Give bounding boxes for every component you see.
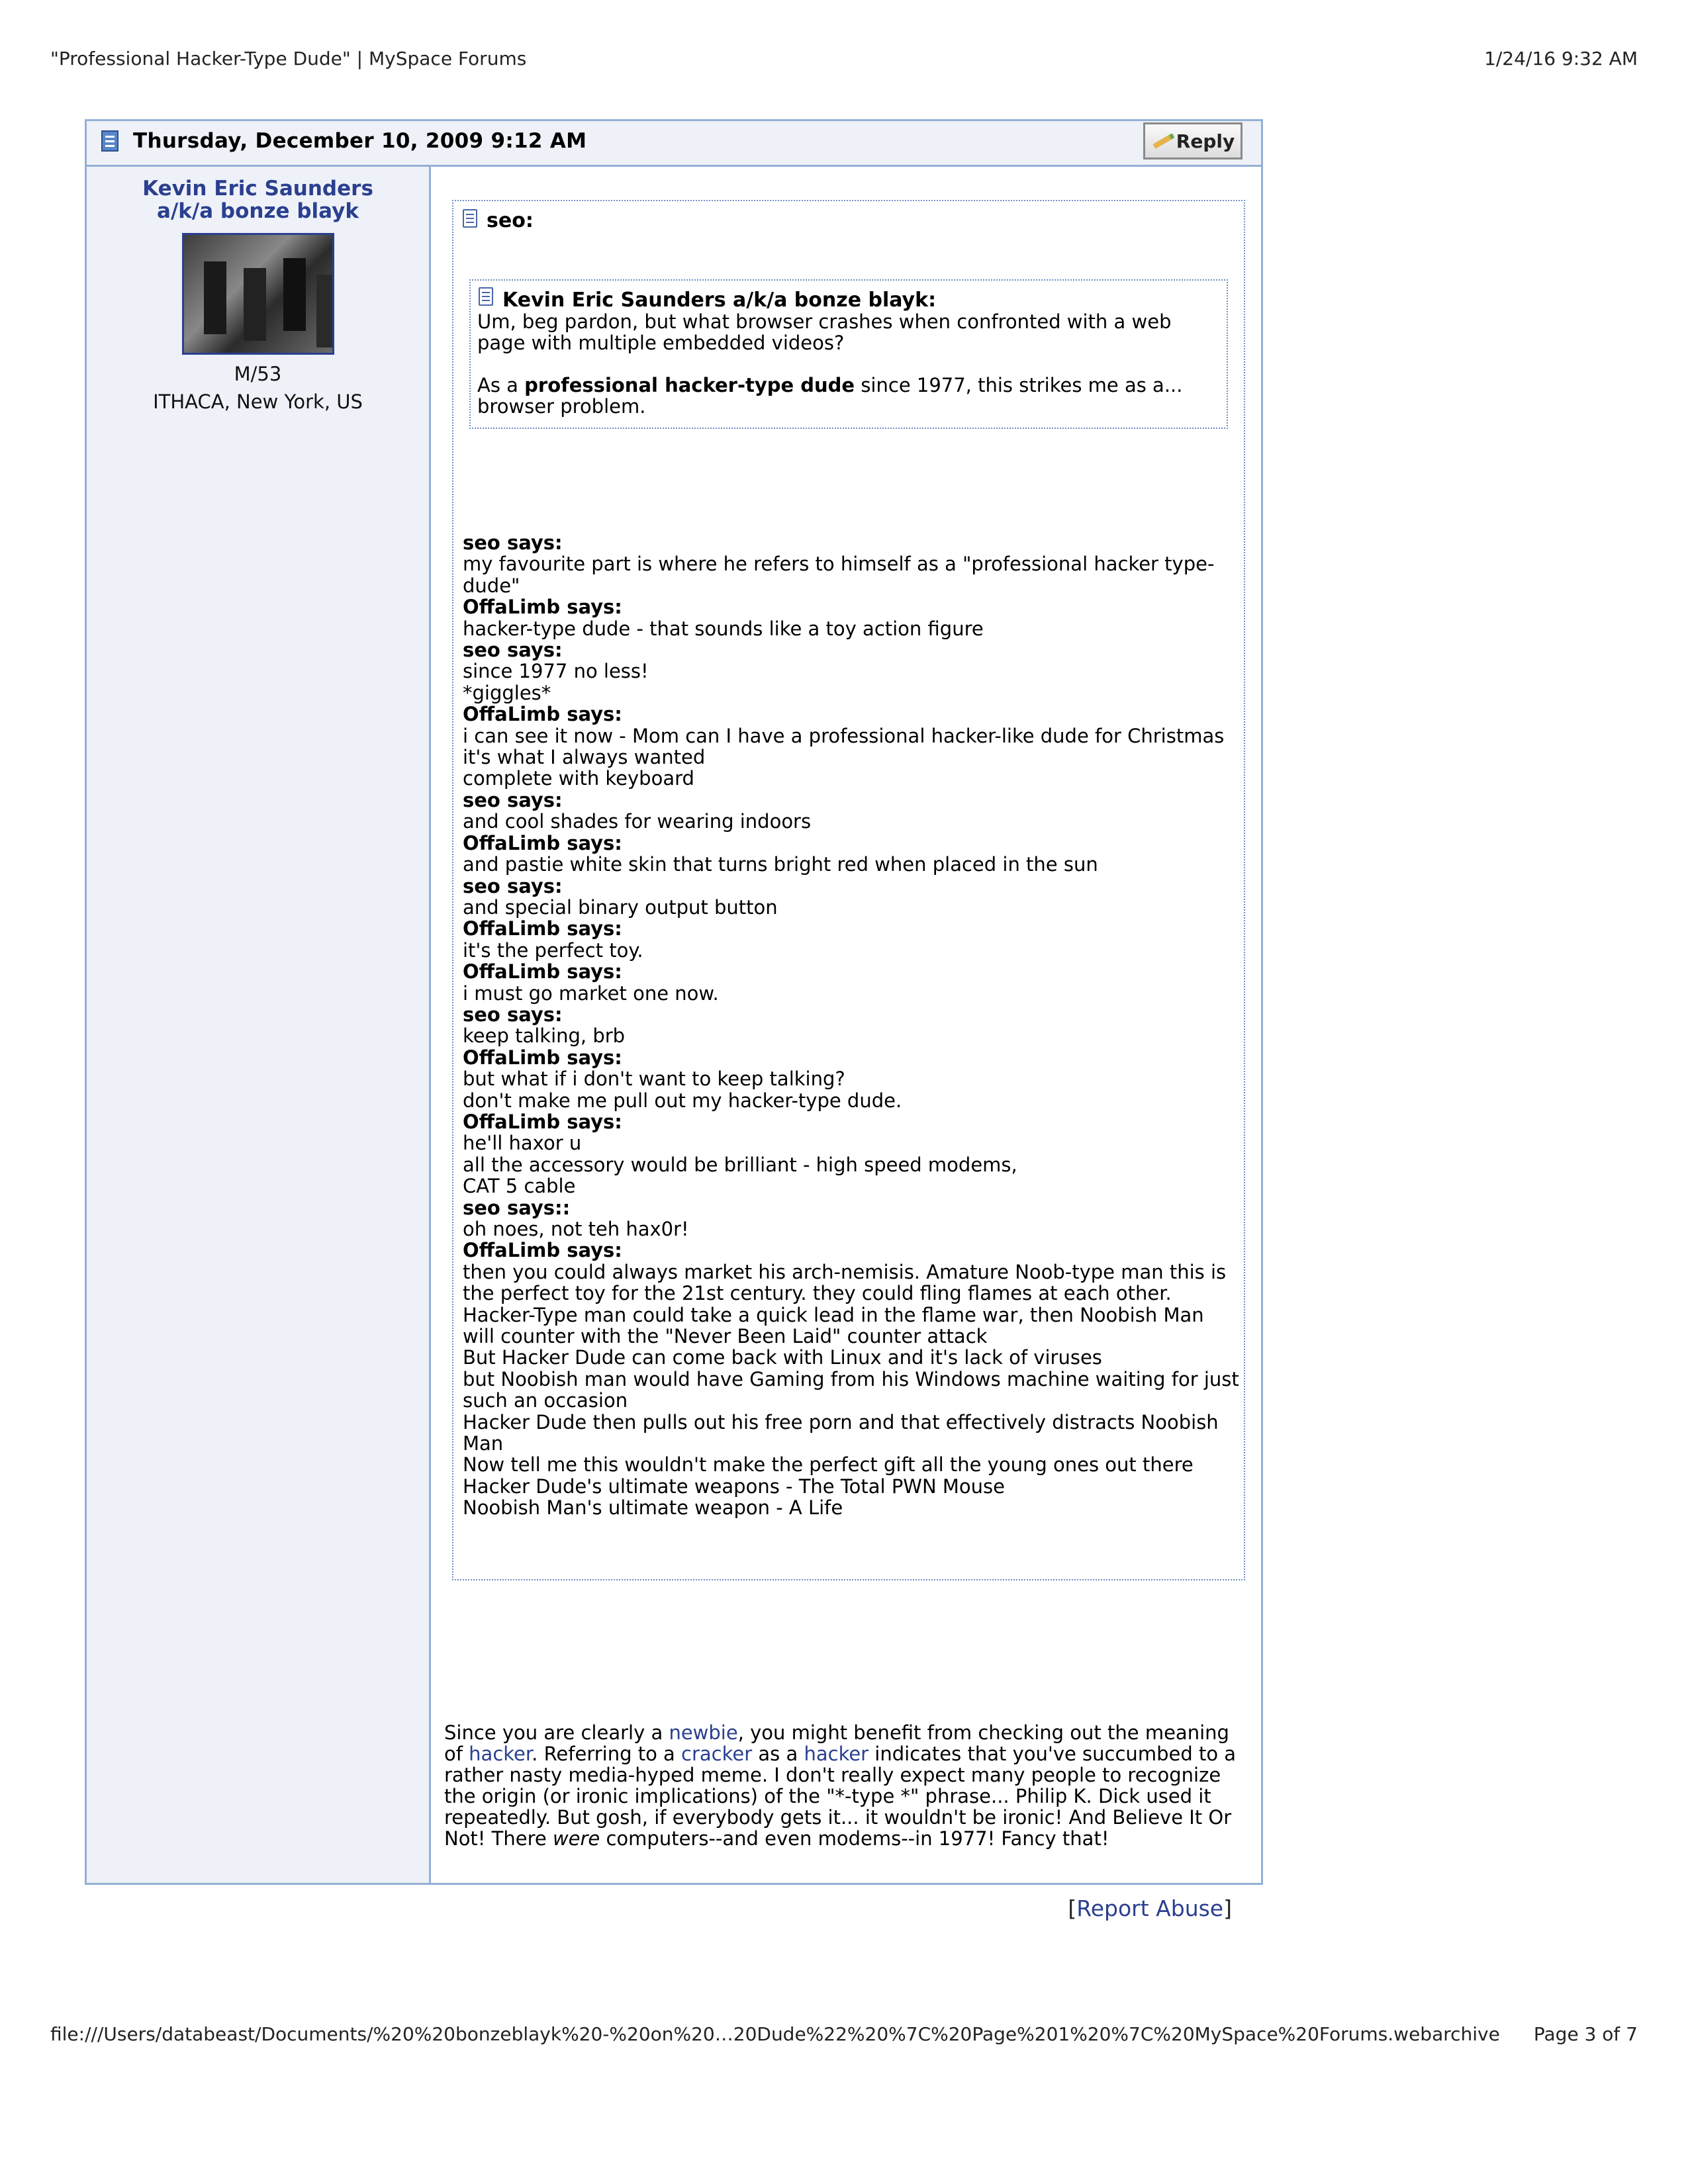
chat-speaker: OffaLimb says: bbox=[463, 703, 622, 726]
chat-speaker: OffaLimb says: bbox=[463, 831, 622, 854]
chat-line: complete with keyboard bbox=[463, 767, 694, 790]
reply-text-1: Since you are clearly a bbox=[444, 1721, 669, 1744]
reply-text-2: , you might benefit from checking out the meaning of bbox=[444, 1721, 1229, 1765]
author-gender-age: M/53 bbox=[234, 363, 282, 385]
nested-quote-body bbox=[477, 311, 1213, 417]
chat-line: and pastie white skin that turns bright red when placed in the sun bbox=[463, 853, 1098, 876]
chat-line: it's what I always wanted bbox=[463, 746, 706, 769]
post-header bbox=[87, 121, 1261, 167]
chat-line: then you could always market his arch-nemisis. Amature Noob-type man this is the perfect toy for the 21st century. they could fling flames at each other. bbox=[463, 1260, 1227, 1305]
report-bracket-open: [ bbox=[1068, 1895, 1077, 1921]
author-location: ITHACA, New York, US bbox=[153, 390, 363, 413]
author-name-line2: a/k/a bonze blayk bbox=[157, 199, 359, 223]
chat-speaker: OffaLimb says: bbox=[463, 917, 622, 940]
chat-line: and special binary output button bbox=[463, 895, 778, 919]
reply-text-6: computers--and even modems--in 1977! Fancy that! bbox=[600, 1827, 1109, 1850]
chat-line: *giggles* bbox=[463, 681, 551, 704]
chat-line: but Noobish man would have Gaming from his Windows machine waiting for just such an occasion bbox=[463, 1367, 1239, 1412]
quote-icon bbox=[479, 287, 493, 306]
para2-suffix: since 1977, this strikes me as a... browser problem. bbox=[477, 374, 1183, 418]
chat-line: since 1977 no less! bbox=[463, 660, 649, 683]
chat-line: all the accessory would be brilliant - high speed modems, bbox=[463, 1153, 1017, 1176]
post-content bbox=[431, 167, 1261, 1921]
chat-line: But Hacker Dude can come back with Linux and it's lack of viruses bbox=[463, 1346, 1102, 1369]
print-datetime: 1/24/16 9:32 AM bbox=[1484, 48, 1638, 69]
quote-block bbox=[452, 200, 1245, 1580]
chat-line: hacker-type dude - that sounds like a toy action figure bbox=[463, 617, 984, 640]
reply-text-5: indicates that you've succumbed to a rather nasty media-hyped meme. I don't really expect many people to recognize the origin (or ironic implications) of the "*-type *" phrase... Philip K. Dick used it repeatedly. But gosh, if everybody gets it... it wouldn't be ironic! And Believe It Or Not! There bbox=[444, 1743, 1237, 1850]
forum-post bbox=[85, 119, 1263, 1921]
chat-speaker: seo says:: bbox=[463, 1196, 571, 1219]
chat-line: i must go market one now. bbox=[463, 981, 719, 1005]
chat-line: don't make me pull out my hacker-type dude. bbox=[463, 1089, 902, 1112]
author-sidebar bbox=[87, 167, 431, 1883]
chat-line: Noobish Man's ultimate weapon - A Life bbox=[463, 1496, 843, 1520]
link-hacker[interactable]: hacker bbox=[469, 1743, 532, 1765]
reply-button[interactable] bbox=[1143, 122, 1243, 159]
quote-icon bbox=[463, 209, 477, 228]
post-document-icon bbox=[101, 130, 118, 152]
pencil-icon bbox=[1151, 136, 1172, 146]
link-cracker[interactable]: cracker bbox=[681, 1743, 753, 1765]
chat-log bbox=[463, 532, 1240, 1519]
para2-bold: professional hacker-type dude bbox=[524, 374, 855, 396]
reply-body bbox=[444, 1722, 1239, 1849]
chat-speaker: seo says: bbox=[463, 639, 563, 662]
chat-speaker: seo says: bbox=[463, 531, 563, 554]
chat-line: Hacker-Type man could take a quick lead in the flame war, then Noobish Man will counter with the "Never Been Laid" counter attack bbox=[463, 1303, 1204, 1348]
print-footer bbox=[50, 2023, 1638, 2045]
chat-speaker: OffaLimb says: bbox=[463, 1239, 622, 1262]
chat-line: CAT 5 cable bbox=[463, 1175, 576, 1198]
chat-line: he'll haxor u bbox=[463, 1132, 582, 1155]
nested-quote-title: Kevin Eric Saunders a/k/a bonze blayk: bbox=[502, 289, 937, 312]
print-title: "Professional Hacker-Type Dude" | MySpace Forums bbox=[50, 48, 527, 69]
chat-speaker: OffaLimb says: bbox=[463, 1046, 622, 1069]
nested-quote-para2 bbox=[477, 375, 1213, 417]
chat-line: my favourite part is where he refers to himself as a "professional hacker type-dude" bbox=[463, 553, 1215, 597]
chat-speaker: seo says: bbox=[463, 874, 563, 897]
chat-line: Hacker Dude's ultimate weapons - The Total PWN Mouse bbox=[463, 1475, 1005, 1498]
chat-speaker: OffaLimb says: bbox=[463, 1110, 622, 1133]
chat-line: but what if i don't want to keep talking? bbox=[463, 1068, 845, 1091]
chat-speaker: seo says: bbox=[463, 788, 563, 811]
reply-label: Reply bbox=[1176, 130, 1235, 152]
report-bracket-close: ] bbox=[1223, 1895, 1232, 1921]
chat-line: it's the perfect toy. bbox=[463, 938, 643, 962]
reply-text-4: as a bbox=[752, 1743, 804, 1765]
reply-italic-were: were bbox=[552, 1827, 600, 1850]
chat-speaker: OffaLimb says: bbox=[463, 960, 622, 983]
print-header bbox=[50, 48, 1638, 69]
avatar[interactable] bbox=[182, 233, 334, 355]
chat-line: keep talking, brb bbox=[463, 1024, 626, 1048]
chat-line: Hacker Dude then pulls out his free porn and that effectively distracts Noobish Man bbox=[463, 1410, 1219, 1455]
post-date: Thursday, December 10, 2009 9:12 AM bbox=[133, 129, 587, 153]
chat-line: i can see it now - Mom can I have a professional hacker-like dude for Christmas bbox=[463, 724, 1225, 747]
report-abuse-link[interactable]: Report Abuse bbox=[1076, 1895, 1224, 1921]
link-hacker-2[interactable]: hacker bbox=[804, 1743, 869, 1765]
author-meta bbox=[87, 360, 429, 416]
nested-quote-block bbox=[469, 279, 1228, 429]
author-name-line1: Kevin Eric Saunders bbox=[142, 177, 373, 201]
para2-prefix: As a bbox=[477, 374, 525, 396]
chat-line: oh noes, not teh hax0r! bbox=[463, 1218, 689, 1240]
link-newbie[interactable]: newbie bbox=[669, 1721, 738, 1744]
report-abuse bbox=[1068, 1895, 1232, 1921]
print-file-path: file:///Users/databeast/Documents/%20%20bonzeblayk%20-%20on%20…20Dude%22%20%7C%20Page%201%20%7C%20MySpace%20Forums.webarchive bbox=[50, 2023, 1500, 2045]
chat-line: and cool shades for wearing indoors bbox=[463, 810, 812, 833]
author-name-link[interactable] bbox=[87, 177, 429, 222]
reply-text-3: . Referring to a bbox=[532, 1743, 682, 1765]
chat-speaker: OffaLimb says: bbox=[463, 596, 622, 619]
print-page-number: Page 3 of 7 bbox=[1533, 2023, 1638, 2045]
chat-speaker: seo says: bbox=[463, 1003, 563, 1026]
nested-quote-para1: Um, beg pardon, but what browser crashes when confronted with a web page with multiple embedded videos? bbox=[477, 310, 1172, 354]
chat-line: Now tell me this wouldn't make the perfect gift all the young ones out there bbox=[463, 1453, 1194, 1477]
quote-title: seo: bbox=[487, 209, 534, 232]
